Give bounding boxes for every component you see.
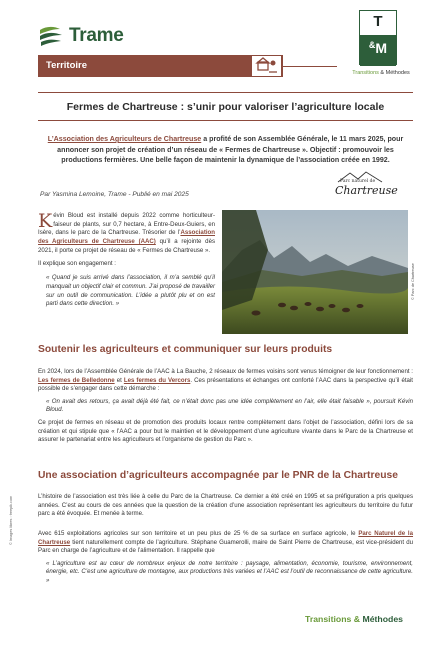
article-lead (38, 134, 413, 166)
quote-kevin: « Quand je suis arrivé dans l’association, il m’a semblé qu’il manquait un objectif clair et commun. J’ai proposé de travailler sur un outil de communication. L’idée a plutôt plu et on est parti dans cette direction. » (46, 274, 215, 308)
chartreuse-park-logo (330, 170, 398, 202)
quote-mountain-agriculture: « L’agriculture est au cœur de nombreux enjeux de notre territoire : paysage, alimentation, économie, tourisme, environnement, énergie, etc. C’est une agriculture de montagne, aux productions très variées et l’AAC est l’outil de reconnaissance de cette agriculture. » (46, 559, 413, 584)
photo-credit: © Parc de Chartreuse (411, 263, 415, 300)
tm-logo-amp: & (368, 40, 376, 50)
chartreuse-logo-small: Parc naturel de (340, 179, 376, 184)
park-text-start: Avec 615 exploitations agricoles sur son territoire et un peu plus de 25 % de sa surface en surface agricole, le (38, 530, 359, 537)
footer-brand-methodes: Méthodes (362, 614, 403, 624)
footer-brand-transitions: Transitions (305, 614, 352, 624)
engagement-paragraph: Il explique son engagement : (38, 259, 116, 267)
trame-leaf-icon (38, 24, 64, 48)
title-rule-bottom (38, 120, 413, 121)
network-text-and: et (114, 376, 124, 384)
intro-paragraph (38, 212, 215, 256)
tm-caption-methodes: Méthodes (385, 70, 410, 76)
band-rule (282, 66, 337, 67)
intro-text-start: évin Bloud est installé depuis 2022 comme horticulteur-faiseur de plants, sur 0,7 hectare, à Entre-Deux-Guiers, en Isère, dans le parc de la Chartreuse. Trésorier de l’ (38, 212, 215, 237)
belledonne-link[interactable]: Les fermes de Belledonne (38, 376, 115, 384)
chartreuse-logo-big: Chartreuse (335, 184, 398, 197)
byline: Par Yasmina Lemoine, Trame - Publié en mai 2025 (40, 191, 189, 198)
network-paragraph (38, 368, 413, 394)
tm-caption-transitions: Transitions (352, 70, 379, 76)
network-text-start: En 2024, lors de l’Assemblée Générale de l’AAC à La Bauche, 2 réseaux de fermes voisins sont venus témoigner de leur fonctionnement : (38, 368, 413, 375)
tm-logo-t: T (373, 13, 383, 30)
lead-association-link[interactable]: L’Association des Agriculteurs de Chartreuse (47, 135, 202, 143)
section1-paragraph-1 (38, 368, 413, 419)
vercors-link[interactable]: Les fermes du Vercors (123, 376, 191, 384)
footer-brand-amp: & (351, 614, 363, 624)
footer-brand (305, 614, 403, 624)
trame-logo-text: Trame (69, 25, 124, 46)
tm-logo-m: M (375, 40, 388, 56)
aac-link[interactable]: Association des Agriculteurs de Chartreuse (AAC) (38, 229, 215, 246)
history-paragraph: L’histoire de l’association est très liée à celle du Parc de la Chartreuse. Ce dernier a été créé en 1995 et sa préfiguration a pris quelques années. C’est au cours de ces années que la question de la création d’une association représentant les agriculteurs du territoire du futur parc a été évoquée. Et menée à terme. (38, 493, 413, 518)
tm-logo-m-block (360, 35, 396, 66)
title-rule-top (38, 92, 413, 93)
territory-icon (252, 55, 282, 77)
tm-caption (351, 70, 411, 76)
transitions-methodes-logo (359, 10, 397, 65)
image-credit: © Images libres : freepik.com (9, 495, 13, 545)
section-band (38, 55, 283, 77)
park-text-end: tient naturellement compte de l’agriculture. Stéphane Guamerolli, maire de Saint Pierre de Chartreuse, est vice-président du Parc en charge de l’agriculture et de l’alimentation. Il rappelle que (38, 538, 413, 555)
section-label: Territoire (46, 60, 88, 71)
article-title: Fermes de Chartreuse : s’unir pour valoriser l’agriculture locale (66, 101, 385, 113)
park-paragraph (38, 530, 413, 590)
section-heading-support: Soutenir les agriculteurs et communiquer sur leurs produits (38, 344, 333, 355)
intro-column (38, 212, 215, 313)
park-link[interactable]: Parc Naturel de la Chartreuse (38, 530, 414, 546)
trame-logo (38, 24, 123, 48)
park-text (38, 530, 413, 556)
drop-cap: K (38, 210, 53, 232)
chartreuse-landscape-photo (222, 210, 408, 334)
quote-feasible: « On avait des retours, ça avait déjà été fait, ce n’était donc pas une idée complètement en l’air, elle était faisable », poursuit Kévin Bloud. (46, 397, 413, 414)
tm-caption-amp: & (378, 70, 386, 76)
section1-paragraph-2: Ce projet de fermes en réseau et de promotion des produits locaux rentre complètement dans l’objet de l’association, défini lors de sa création et qui stipule que « l’AAC a pour but le maintien et le développement d’une agriculture vivante dans le Parc de la Chartreuse et assurer le partenariat entre les agriculteurs et l’organisme de gestion du Parc ». (38, 419, 413, 444)
section-heading-association: Une association d’agriculteurs accompagnée par le PNR de la Chartreuse (38, 470, 398, 481)
network-text-end: . Ces présentations et échanges ont conforté l’AAC dans la perspective qu’il était possible de s’engager dans cette démarche : (38, 376, 413, 393)
intro-text-end: qu’il a rejointe dès 2021, il porte ce projet de réseau de « Fermes de Chartreuse ». (38, 238, 215, 254)
lead-text: a profité de son Assemblée Générale, le 11 mars 2025, pour annoncer son projet de création d’un réseau de « Fermes de Chartreuse ». Objectif : promouvoir les productions fermières. Une belle façon de maintenir la dynamique de l’association créée en 1992. (57, 135, 404, 164)
